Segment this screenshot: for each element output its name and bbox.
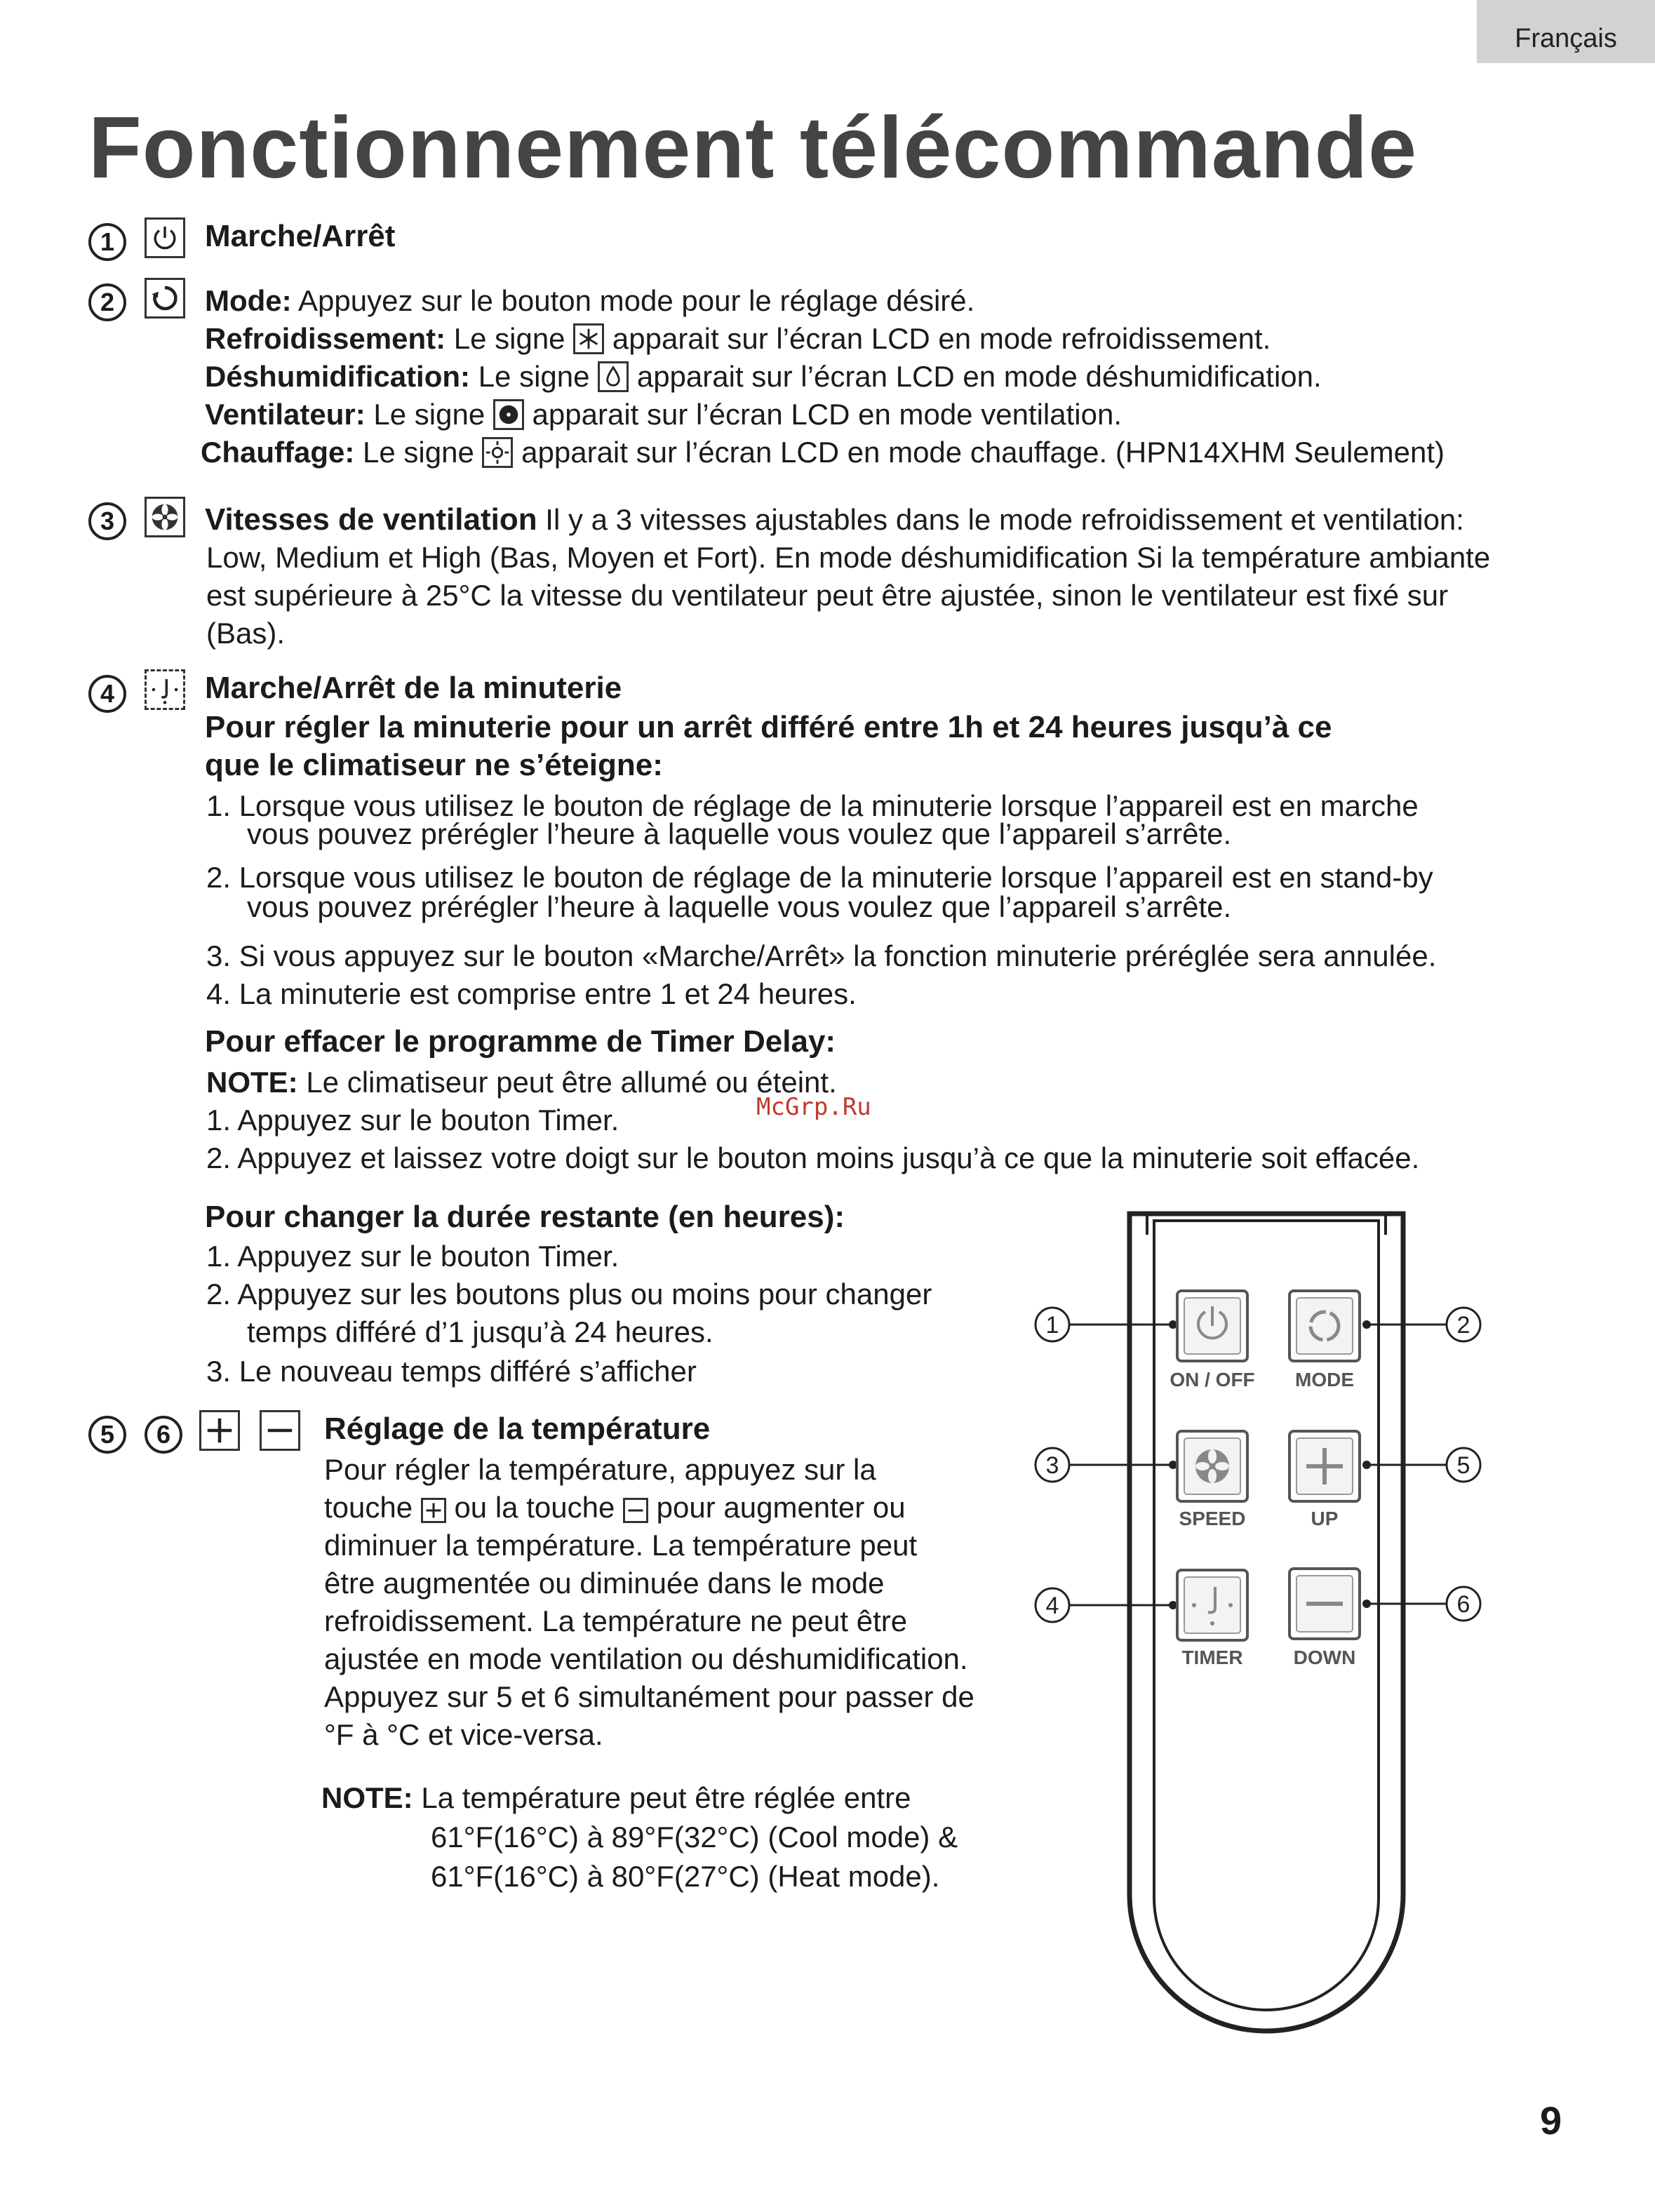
dry-label: Déshumidification: — [205, 360, 471, 393]
speed-heading: Vitesses de ventilation — [205, 502, 537, 537]
fan-pre: Le signe — [373, 398, 485, 431]
dry-post: apparait sur l’écran LCD en mode déshumidification. — [636, 360, 1322, 393]
timer-item-4: 4. La minuterie est comprise entre 1 et 24 heures. — [206, 977, 857, 1010]
timer-item-1b: vous pouvez prérégler l’heure à laquelle vous voulez que l’appareil s’arrête. — [247, 817, 1232, 850]
temp-line-2a: touche — [324, 1491, 413, 1524]
remote-label-onoff: ON / OFF — [1170, 1369, 1255, 1390]
snowflake-icon — [573, 323, 604, 354]
timer-item-3: 3. Si vous appuyez sur le bouton «Marche/Arrêt» la fonction minuterie préréglée sera annulée. — [206, 939, 1437, 972]
callout-number-2: 2 — [88, 283, 126, 321]
remote-top-edge — [1147, 1214, 1386, 1235]
note-text: Le climatiseur peut être allumé ou éteint. — [306, 1066, 837, 1099]
minus-key-icon — [623, 1498, 648, 1523]
speed-line-2: Low, Medium et High (Bas, Moyen et Fort). En mode déshumidification Si la température ambiante — [206, 541, 1491, 574]
callout-number-6: 6 — [145, 1416, 182, 1454]
watermark: McGrp.Ru — [756, 1093, 871, 1121]
speed-text-1: Il y a 3 vitesses ajustables dans le mode refroidissement et ventilation: — [545, 503, 1464, 536]
change-timer-heading: Pour changer la durée restante (en heures): — [205, 1200, 845, 1234]
remote-label-down: DOWN — [1293, 1647, 1356, 1668]
speed-line-1 — [205, 501, 1464, 539]
fan-mode-icon — [493, 399, 524, 430]
temp-note-3: 61°F(16°C) à 80°F(27°C) (Heat mode). — [431, 1860, 940, 1893]
heat-post: apparait sur l’écran LCD en mode chauffage. (HPN14XHM Seulement) — [521, 436, 1445, 469]
remote-button-up[interactable] — [1289, 1431, 1360, 1501]
remote-label-timer: TIMER — [1181, 1647, 1243, 1668]
remote-button-speed[interactable] — [1177, 1431, 1247, 1501]
remote-callout-1: 1 — [1045, 1312, 1059, 1339]
page-title: Fonctionnement télécommande — [88, 100, 1418, 196]
temp-line-2 — [324, 1489, 906, 1527]
temp-line-4: être augmentée ou diminuée dans le mode — [324, 1567, 885, 1600]
dry-mode-line — [205, 358, 1322, 396]
remote-callout-2: 2 — [1456, 1312, 1470, 1339]
fan-mode-line — [205, 396, 1122, 434]
mode-label: Mode: — [205, 284, 292, 317]
note-label: NOTE: — [206, 1066, 298, 1099]
change-step-1: 1. Appuyez sur le bouton Timer. — [206, 1240, 619, 1273]
fan-icon — [145, 497, 185, 537]
remote-callout-5: 5 — [1456, 1452, 1470, 1479]
temp-line-2b: ou la touche — [454, 1491, 615, 1524]
cool-post: apparait sur l’écran LCD en mode refroidissement. — [612, 322, 1271, 355]
cool-pre: Le signe — [453, 322, 565, 355]
temp-line-6: ajustée en mode ventilation ou déshumidification. — [324, 1642, 968, 1675]
cool-label: Refroidissement: — [205, 322, 446, 355]
page-number: 9 — [1540, 2098, 1562, 2143]
timer-subheading-1: Pour régler la minuterie pour un arrêt différé entre 1h et 24 heures jusqu’à ce — [205, 710, 1332, 744]
remote-label-mode: MODE — [1295, 1369, 1354, 1390]
temperature-heading: Réglage de la température — [324, 1412, 711, 1446]
heat-label: Chauffage: — [201, 436, 355, 469]
timer-item-2a: 2. Lorsque vous utilisez le bouton de réglage de la minuterie lorsque l’appareil est en stand-by — [206, 861, 1433, 894]
clear-step-2: 2. Appuyez et laissez votre doigt sur le bouton moins jusqu’à ce que la minuterie soit effacée. — [206, 1141, 1420, 1174]
fan-label: Ventilateur: — [205, 398, 366, 431]
minus-icon — [260, 1410, 300, 1451]
temp-note-label: NOTE: — [321, 1781, 413, 1814]
remote-button-down[interactable] — [1289, 1569, 1360, 1639]
change-step-3: 3. Le nouveau temps différé s’afficher — [206, 1355, 697, 1388]
remote-control-diagram — [1010, 1193, 1515, 2063]
sun-icon — [482, 437, 513, 468]
fan-post: apparait sur l’écran LCD en mode ventilation. — [532, 398, 1122, 431]
temp-line-2c: pour augmenter ou — [656, 1491, 906, 1524]
plus-key-icon — [421, 1498, 446, 1523]
clear-timer-note — [206, 1064, 837, 1101]
remote-button-mode[interactable] — [1289, 1291, 1360, 1361]
clear-step-1: 1. Appuyez sur le bouton Timer. — [206, 1104, 619, 1137]
remote-button-onoff[interactable] — [1177, 1291, 1247, 1361]
temp-note-text-1: La température peut être réglée entre — [421, 1781, 911, 1814]
temp-line-7: Appuyez sur 5 et 6 simultanément pour passer de — [324, 1680, 974, 1713]
remote-callout-6: 6 — [1456, 1591, 1470, 1618]
remote-button-timer[interactable] — [1177, 1570, 1247, 1640]
heat-mode-line — [201, 434, 1445, 471]
mode-icon — [145, 278, 185, 319]
clear-timer-heading: Pour effacer le programme de Timer Delay: — [205, 1024, 836, 1059]
power-icon — [145, 217, 185, 258]
speed-line-3: est supérieure à 25°C la vitesse du ventilateur peut être ajustée, sinon le ventilateur est fixé sur — [206, 579, 1449, 612]
callout-number-4: 4 — [88, 675, 126, 713]
temp-line-1: Pour régler la température, appuyez sur la — [324, 1453, 876, 1486]
language-tab: Français — [1477, 0, 1655, 63]
timer-icon — [145, 669, 185, 710]
remote-callout-4: 4 — [1045, 1593, 1059, 1619]
timer-heading: Marche/Arrêt de la minuterie — [205, 671, 622, 705]
callout-number-1: 1 — [88, 223, 126, 261]
temp-note-2: 61°F(16°C) à 89°F(32°C) (Cool mode) & — [431, 1821, 958, 1854]
timer-subheading-2: que le climatiseur ne s’éteigne: — [205, 748, 663, 782]
section-heading-power: Marche/Arrêt — [205, 219, 396, 253]
remote-label-up: UP — [1311, 1508, 1339, 1529]
callout-number-5: 5 — [88, 1416, 126, 1454]
remote-body-outer — [1130, 1214, 1403, 2031]
temp-note-1 — [321, 1779, 911, 1817]
droplet-icon — [598, 361, 629, 392]
dry-pre: Le signe — [478, 360, 590, 393]
callout-number-3: 3 — [88, 502, 126, 540]
mode-text: Appuyez sur le bouton mode pour le réglage désiré. — [298, 284, 975, 317]
timer-item-1a: 1. Lorsque vous utilisez le bouton de réglage de la minuterie lorsque l’appareil est en marche — [206, 789, 1419, 822]
cool-mode-line — [205, 320, 1271, 358]
temp-line-5: refroidissement. La température ne peut être — [324, 1604, 908, 1637]
change-step-2a: 2. Appuyez sur les boutons plus ou moins pour changer — [206, 1278, 932, 1311]
remote-callout-3: 3 — [1045, 1452, 1059, 1479]
temp-line-8: °F à °C et vice-versa. — [324, 1718, 603, 1751]
mode-description — [205, 282, 974, 320]
speed-line-4: (Bas). — [206, 617, 286, 650]
timer-item-2b: vous pouvez prérégler l’heure à laquelle vous voulez que l’appareil s’arrête. — [247, 890, 1232, 923]
plus-icon — [199, 1410, 240, 1451]
temp-line-3: diminuer la température. La température peut — [324, 1529, 918, 1562]
remote-label-speed: SPEED — [1179, 1508, 1246, 1529]
heat-pre: Le signe — [363, 436, 474, 469]
change-step-2b: temps différé d’1 jusqu’à 24 heures. — [247, 1315, 713, 1348]
